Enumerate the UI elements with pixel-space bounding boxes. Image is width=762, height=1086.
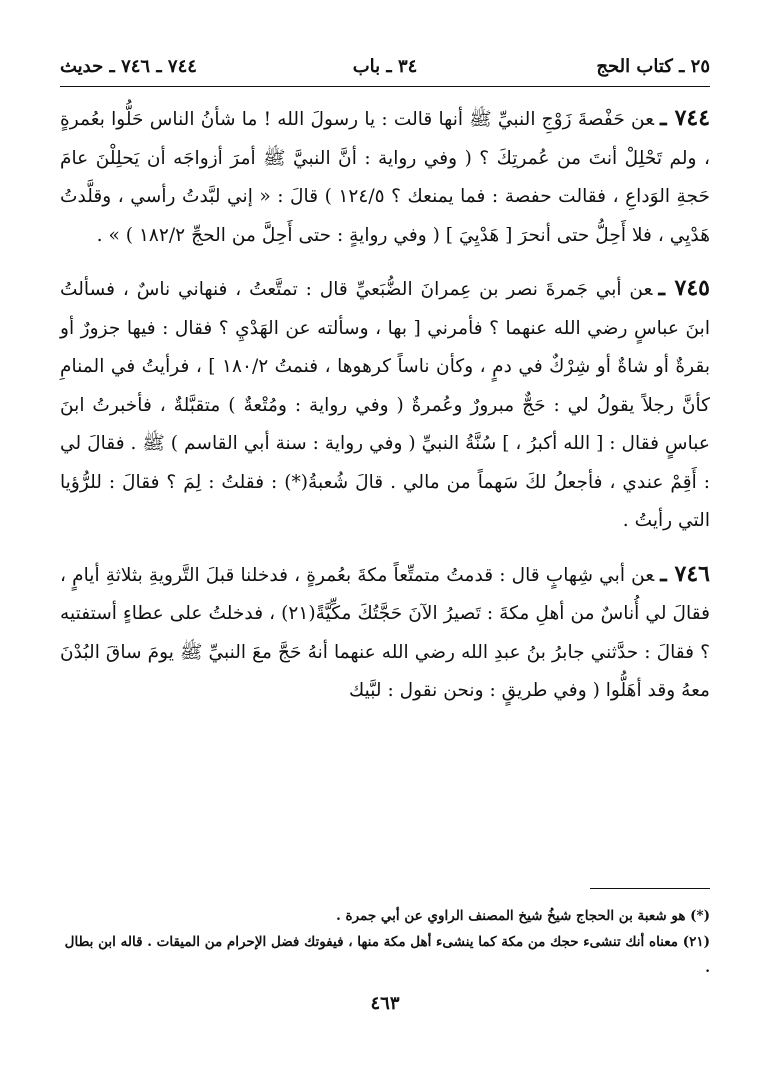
hadith-744 xyxy=(60,99,710,255)
footnote: (٢١) معناه أنك تنشىء حجك من مكة كما ينشىء أهل مكة منها ، فيفوتك فضل الإحرام من الميقات . قاله ابن بطال . xyxy=(64,934,710,976)
footnote: (*) هو شعبة بن الحجاج شيخُ شيخ المصنف الراوي عن أبي جمرة . xyxy=(336,908,710,924)
chapter-title: ٢٥ ـ كتاب الحج xyxy=(596,56,710,77)
book-page xyxy=(60,48,710,1048)
header-rule xyxy=(60,86,710,87)
footnote-rule xyxy=(590,888,710,889)
hadith-number: ٧٤٥ ـ xyxy=(658,275,710,301)
hadith-range: ٧٤٤ ـ ٧٤٦ ـ حديث xyxy=(60,56,197,77)
hadith-text: عن أبي جَمرةَ نصر بن عِمرانَ الضُّبَعيِّ قال : تمتَّعتُ ، فنهاني ناسٌ ، فسألتُ ابنَ عباسٍ رضي الله عنهما ؟ فأمرني [ بها ، وسألته عن الهَدْيِ ؟ فقال : فيها جزورٌ أو بقرةٌ أو شاةٌ أو شِرْكٌ في دمٍ ، وكأن ناساً كرهوها ، فنمتُ ١٨٠/٢ ] ، فرأيتُ في المنامِ كأنَّ رجلاً يقولُ لي : حَجٌّ مبرورٌ وعُمرةٌ ( وفي رواية : ومُتْعةٌ ) متقبَّلةٌ ، فأخبرتُ ابنَ عباسٍ فقال : [ الله أكبرُ ، ] سُنَّةُ النبيِّ ( وفي رواية : سنة أبي القاسم ) ﷺ . فقالَ لي : أَقِمْ عندي ، فأجعلُ لكَ سَهماً من مالي . قالَ شُعبةُ(*) : فقلتُ : لِمَ ؟ فقالَ : للرُّؤيا التي رأيتُ . xyxy=(60,279,711,531)
section-title: ٣٤ ـ باب xyxy=(352,56,418,77)
main-text xyxy=(60,99,710,711)
hadith-text: عن حَفْصةَ زَوْجِ النبيِّ ﷺ أنها قالت : يا رسولَ الله ! ما شأنُ الناس حَلُّوا بعُمرةٍ ، ولم تَحْلِلْ أنتَ من عُمرتِكَ ؟ ( وفي رواية : أنَّ النبيَّ ﷺ أمرَ أزواجَه أن يَحلِلْنَ عامَ حَجةِ الوَداعِ ، فقالت حفصة : فما يمنعك ؟ ١٢٤/٥ ) قالَ : « إني لبَّدتُ رأسي ، وقلَّدتُ هَدْيِي ، فلا أَحِلُّ حتى أنحرَ [ هَدْيِيَ ] ( وفي روايةٍ : حتى أَحِلَّ من الحجِّ ١٨٢/٢ ) » . xyxy=(60,109,711,246)
running-header xyxy=(60,48,710,82)
hadith-745 xyxy=(60,269,710,541)
hadith-number: ٧٤٦ ـ xyxy=(660,560,710,587)
page-number: ٤٦٣ xyxy=(370,993,400,1014)
hadith-number: ٧٤٤ ـ xyxy=(660,105,711,131)
hadith-746 xyxy=(60,555,710,711)
hadith-text: عن أبي شِهابٍ قال : قدمتُ متمتِّعاً مكةَ بعُمرةٍ ، فدخلنا قبلَ التَّرويةِ بثلاثةِ أيامٍ ، فقالَ لي أُناسٌ من أهلِ مكةَ : تَصيرُ الآنَ حَجَّتُكَ مكِّيَّةً(٢١) ، فدخلتُ على عطاءٍ أستفتيه ؟ فقالَ : حدَّثني جابرُ بنُ عبدِ الله رضي الله عنهما أنهُ حَجَّ معَ النبيِّ ﷺ يومَ ساقَ البُدْنَ معهُ وقد أهَلُّوا ( وفي طريقٍ : ونحن نقول : لبَّيك xyxy=(60,564,710,701)
footnotes xyxy=(60,888,710,981)
